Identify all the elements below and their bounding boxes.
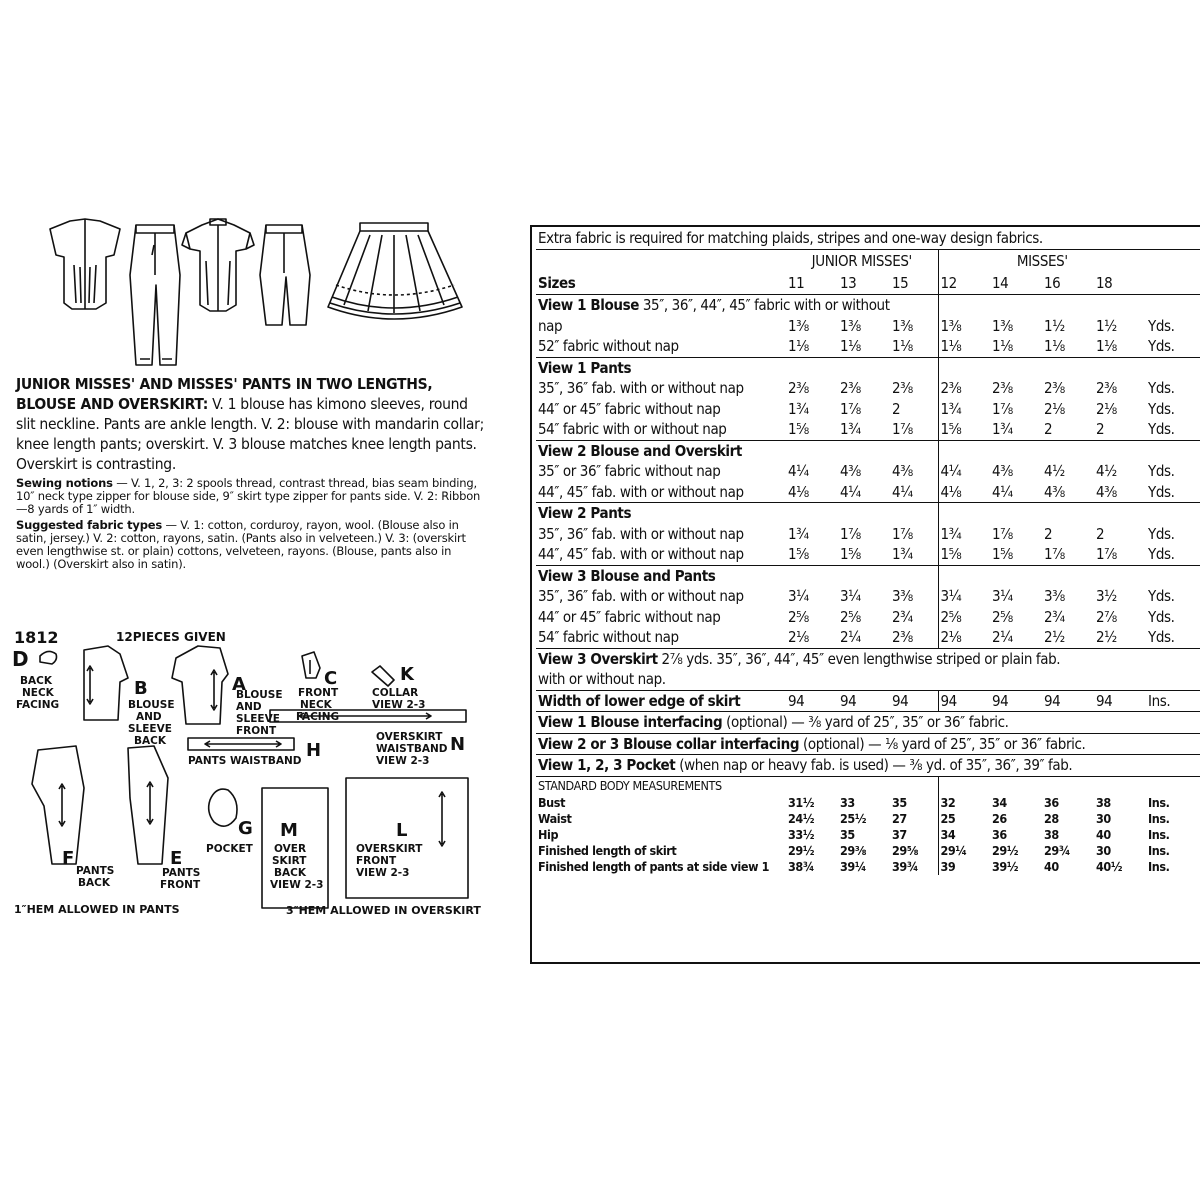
overskirt-text: 2⅞ yds. 35″, 36″, 44″, 45″ even lengthwise striped or plain fab. bbox=[657, 649, 1061, 668]
fabric-types-label: Suggested fabric types bbox=[16, 518, 163, 532]
measurement-row bbox=[536, 843, 1200, 859]
yardage-value: 2⅝ bbox=[840, 607, 861, 626]
hem-pants-note: 1″HEM ALLOWED IN PANTS bbox=[14, 903, 180, 916]
measurement-value: 38¾ bbox=[788, 858, 815, 874]
piece-a-label-2: AND bbox=[236, 701, 262, 713]
measurement-row bbox=[536, 859, 1200, 875]
piece-b-label-4: BACK bbox=[134, 735, 166, 747]
yardage-value: 2⅜ bbox=[938, 378, 990, 399]
yardage-value: 1⅜ bbox=[788, 316, 809, 335]
measurement-value: 38 bbox=[1096, 794, 1111, 810]
measurement-value: 30 bbox=[1096, 842, 1111, 858]
measurement-value: 37 bbox=[892, 826, 907, 842]
pattern-headline bbox=[16, 374, 488, 474]
measurement-value: 38 bbox=[1044, 826, 1059, 842]
yardage-value: 3¼ bbox=[938, 586, 990, 607]
skirt-width-label: Width of lower edge of skirt bbox=[536, 690, 786, 712]
yardage-table bbox=[536, 227, 1200, 875]
piece-b-label-1: BLOUSE bbox=[128, 699, 175, 711]
yardage-value: 3½ bbox=[1096, 587, 1117, 605]
collar-interfacing-row bbox=[536, 733, 1200, 755]
yardage-value: 4⅜ bbox=[892, 462, 913, 480]
measurement-value: 40 bbox=[1044, 858, 1059, 874]
yardage-value: 2⅞ bbox=[1096, 607, 1117, 626]
overskirt-row bbox=[536, 648, 1200, 669]
sewing-notions bbox=[16, 477, 488, 516]
piece-m-label-2: SKIRT bbox=[272, 855, 307, 867]
fabric-label: 52″ fabric without nap bbox=[538, 337, 679, 355]
yardage-value: 2⅜ bbox=[1096, 379, 1117, 397]
yardage-value: 1⅜ bbox=[892, 316, 913, 335]
overskirt-title: View 3 Overskirt bbox=[538, 649, 658, 668]
yardage-value: 2⅜ bbox=[788, 379, 809, 397]
section-title-row bbox=[536, 565, 1200, 586]
yardage-value: 2¾ bbox=[892, 607, 913, 626]
yardage-value: 1⅝ bbox=[938, 544, 990, 565]
piece-m-label-3: BACK bbox=[274, 867, 306, 879]
skirt-width-value: 94 bbox=[938, 690, 990, 712]
measurement-value: 35 bbox=[840, 826, 855, 842]
skirt-width-value: 94 bbox=[990, 690, 1042, 712]
measurement-value: 25½ bbox=[840, 810, 867, 826]
yardage-value: 1¾ bbox=[938, 399, 990, 420]
pattern-number: 1812 bbox=[14, 628, 59, 647]
piece-e-letter: E bbox=[170, 848, 183, 869]
junior-misses-header: JUNIOR MISSES' bbox=[786, 250, 938, 273]
size-header: 14 bbox=[992, 273, 1009, 292]
measurement-value: 29⅜ bbox=[840, 842, 867, 858]
yardage-value: 1⅛ bbox=[938, 336, 990, 357]
piece-k-shape bbox=[372, 666, 394, 686]
measurement-value: 33 bbox=[840, 794, 855, 810]
yardage-value: 2 bbox=[1044, 524, 1053, 543]
yardage-value: 1⅝ bbox=[992, 545, 1013, 563]
yardage-unit: Yds. bbox=[1148, 337, 1175, 355]
piece-f-label-2: BACK bbox=[78, 877, 110, 889]
yardage-value: 1⅞ bbox=[1096, 545, 1117, 563]
yardage-value: 4⅜ bbox=[1096, 482, 1117, 501]
measurement-value: 28 bbox=[1044, 810, 1059, 826]
piece-k-letter: K bbox=[400, 664, 414, 685]
sizes-label: Sizes bbox=[538, 273, 576, 292]
yardage-unit: Yds. bbox=[1148, 379, 1175, 397]
pattern-description bbox=[16, 374, 488, 571]
yardage-value: 1¾ bbox=[788, 524, 809, 543]
skirt-width-value: 94 bbox=[1042, 690, 1094, 712]
size-header: 18 bbox=[1096, 273, 1113, 292]
piece-k-label-1: COLLAR bbox=[372, 687, 419, 699]
fabric-label: 44″ or 45″ fabric without nap bbox=[538, 607, 721, 626]
blouse-interfacing-row bbox=[536, 712, 1200, 734]
yardage-value: 1⅞ bbox=[1044, 545, 1065, 563]
skirt-width-value: 94 bbox=[1094, 690, 1146, 712]
yardage-value: 1¾ bbox=[840, 420, 861, 438]
collar-interfacing-text: (optional) — ⅛ yard of 25″, 35″ or 36″ fabric. bbox=[799, 734, 1086, 753]
yardage-value: 1⅝ bbox=[938, 419, 990, 440]
yardage-value: 1⅛ bbox=[1044, 337, 1065, 355]
measurement-unit: Ins. bbox=[1148, 842, 1170, 858]
yardage-value: 2⅝ bbox=[992, 607, 1013, 626]
piece-d-shape bbox=[40, 651, 57, 664]
yardage-value: 4¼ bbox=[938, 461, 990, 482]
yardage-value: 1⅝ bbox=[788, 545, 809, 563]
yardage-value: 3¼ bbox=[992, 587, 1013, 605]
piece-e-label-1: PANTS bbox=[162, 867, 201, 879]
piece-c-label-1: FRONT bbox=[298, 687, 339, 699]
misses-header: MISSES' bbox=[938, 250, 1146, 273]
piece-f-label-1: PANTS bbox=[76, 865, 115, 877]
yardage-value: 1⅜ bbox=[938, 316, 990, 337]
measurement-label: Bust bbox=[538, 794, 566, 810]
yardage-value: 1⅞ bbox=[892, 524, 913, 543]
fabric-label: 35″ or 36″ fabric without nap bbox=[538, 462, 721, 480]
piece-a-label-4: FRONT bbox=[236, 725, 277, 737]
overskirt-row-2 bbox=[536, 669, 1200, 690]
piece-l-letter: L bbox=[396, 820, 408, 841]
yardage-value: 2⅛ bbox=[1044, 399, 1065, 418]
yardage-row bbox=[536, 586, 1200, 607]
measurement-row bbox=[536, 811, 1200, 827]
skirt-width-row bbox=[536, 690, 1200, 712]
pieces-given-label: 12PIECES GIVEN bbox=[116, 630, 226, 644]
sewing-notions-text: — V. 1, 2, 3: 2 spools thread, contrast thread, bias seam binding, 10″ neck type zipper for blouse side, 9″ skirt type zipper for pants side. V. 2: Ribbon—8 yards of 1″ width. bbox=[16, 476, 481, 516]
section-title: View 2 Pants bbox=[538, 504, 632, 522]
yardage-unit: Yds. bbox=[1148, 482, 1175, 501]
yardage-value: 4¼ bbox=[992, 482, 1013, 501]
piece-b-label-3: SLEEVE bbox=[128, 723, 172, 735]
piece-a-letter: A bbox=[232, 674, 246, 695]
measurement-value: 31½ bbox=[788, 794, 815, 810]
measurement-value: 36 bbox=[992, 826, 1007, 842]
piece-c-shape bbox=[302, 652, 320, 678]
yardage-row bbox=[536, 524, 1200, 545]
garment-illustrations bbox=[10, 215, 480, 380]
measurement-value: 26 bbox=[992, 810, 1007, 826]
section-title: View 2 Blouse and Overskirt bbox=[538, 441, 742, 460]
measurement-row bbox=[536, 795, 1200, 811]
yardage-value: 2⅝ bbox=[938, 607, 990, 628]
pocket-title: View 1, 2, 3 Pocket bbox=[538, 756, 676, 774]
measurement-value: 27 bbox=[892, 810, 907, 826]
yardage-value: 2⅝ bbox=[788, 607, 809, 626]
yardage-value: 2 bbox=[1096, 524, 1105, 543]
yardage-value: 2⅜ bbox=[892, 628, 913, 646]
yardage-value: 2¼ bbox=[992, 628, 1013, 646]
yardage-row bbox=[536, 461, 1200, 482]
yardage-value: 1½ bbox=[1096, 316, 1117, 335]
measurement-value: 29¾ bbox=[1044, 842, 1071, 858]
yardage-value: 1⅞ bbox=[840, 524, 861, 543]
yardage-unit: Yds. bbox=[1148, 587, 1175, 605]
yardage-value: 2⅜ bbox=[892, 379, 913, 397]
piece-c-label-2: NECK bbox=[300, 699, 332, 711]
fabric-label: 54″ fabric with or without nap bbox=[538, 420, 727, 438]
yardage-value: 1⅜ bbox=[840, 316, 861, 335]
sizes-row bbox=[536, 272, 1200, 295]
yardage-value: 4¼ bbox=[840, 482, 861, 501]
yardage-value: 4⅜ bbox=[1044, 482, 1065, 501]
yardage-unit: Yds. bbox=[1148, 607, 1175, 626]
piece-d-letter: D bbox=[12, 647, 29, 671]
fabric-label: 35″, 36″ fab. with or without nap bbox=[538, 587, 744, 605]
piece-m-label-4: VIEW 2-3 bbox=[270, 879, 324, 891]
blouse-view2-drawing bbox=[182, 219, 254, 311]
measurement-value: 39¾ bbox=[892, 858, 919, 874]
measurements-title-row bbox=[536, 776, 1200, 795]
measurements-title: STANDARD BODY MEASUREMENTS bbox=[536, 776, 938, 795]
piece-h-label: PANTS WAISTBAND bbox=[188, 755, 302, 767]
section-title-row bbox=[536, 357, 1200, 378]
pants-ankle-drawing bbox=[130, 225, 180, 365]
measurement-value: 24½ bbox=[788, 810, 815, 826]
yardage-value: 1⅝ bbox=[840, 545, 861, 563]
yardage-chart bbox=[530, 225, 1200, 964]
yardage-value: 1⅝ bbox=[788, 420, 809, 438]
piece-e-label-2: FRONT bbox=[160, 879, 201, 891]
measurement-value: 35 bbox=[892, 794, 907, 810]
piece-a-label-1: BLOUSE bbox=[236, 689, 283, 701]
yardage-unit: Yds. bbox=[1148, 316, 1175, 335]
sewing-notions-label: Sewing notions bbox=[16, 476, 113, 490]
measurement-value: 39½ bbox=[992, 858, 1019, 874]
yardage-row bbox=[536, 399, 1200, 420]
yardage-value: 1⅞ bbox=[992, 399, 1013, 418]
piece-f-shape bbox=[32, 746, 84, 864]
measurement-label: Finished length of skirt bbox=[538, 842, 677, 858]
fabric-label: 44″ or 45″ fabric without nap bbox=[538, 399, 721, 418]
yardage-value: 1¾ bbox=[788, 399, 809, 418]
blouse-view1-drawing bbox=[50, 219, 120, 309]
yardage-value: 1¾ bbox=[992, 420, 1013, 438]
fabric-label: 35″, 36″ fab. with or without nap bbox=[538, 524, 744, 543]
measurement-label: Finished length of pants at side view 1 bbox=[538, 858, 770, 874]
piece-d-label-1: BACK bbox=[20, 675, 52, 687]
size-group-row bbox=[536, 250, 1200, 273]
pants-knee-drawing bbox=[260, 225, 310, 325]
piece-c-letter: C bbox=[324, 668, 338, 689]
section-title-row bbox=[536, 503, 1200, 524]
yardage-value: 1⅞ bbox=[892, 420, 913, 438]
yardage-value: 2¾ bbox=[1044, 607, 1065, 626]
skirt-width-value: 94 bbox=[838, 690, 890, 712]
yardage-value: 3¼ bbox=[788, 587, 809, 605]
blouse-interfacing-text: (optional) — ⅜ yard of 25″, 35″ or 36″ fabric. bbox=[722, 713, 1009, 731]
yardage-value: 1⅛ bbox=[992, 337, 1013, 355]
piece-n-label-1: OVERSKIRT bbox=[376, 731, 443, 743]
yardage-row bbox=[536, 316, 1200, 337]
hem-overskirt-note: 3″HEM ALLOWED IN OVERSKIRT bbox=[286, 904, 481, 917]
section-title: View 3 Blouse and Pants bbox=[538, 566, 716, 585]
measurement-label: Waist bbox=[538, 810, 572, 826]
yardage-row bbox=[536, 336, 1200, 357]
fabric-types-text: — V. 1: cotton, corduroy, rayon, wool. (Blouse also in satin, jersey.) V. 2: cotton, rayons, satin. (Pants also in velveteen.) V. 3: (overskirt even lengthwise st. or plain) cottons, velveteen, rayons. (Blouse, pants also in wool.) (Overskirt also in satin). bbox=[16, 518, 466, 571]
yardage-value: 4⅛ bbox=[938, 482, 990, 503]
fabric-label: nap bbox=[538, 316, 563, 335]
piece-b-letter: B bbox=[134, 678, 148, 699]
piece-h-letter: H bbox=[306, 740, 322, 761]
yardage-value: 4½ bbox=[1044, 462, 1065, 480]
piece-g-shape bbox=[209, 789, 237, 826]
measurement-unit: Ins. bbox=[1148, 810, 1170, 826]
measurement-unit: Ins. bbox=[1148, 794, 1170, 810]
section-title: View 1 Blouse bbox=[538, 296, 639, 314]
piece-l-label-2: FRONT bbox=[356, 855, 397, 867]
measurement-value: 34 bbox=[992, 794, 1007, 810]
yardage-sections bbox=[536, 295, 1200, 649]
piece-d-label-3: FACING bbox=[16, 699, 60, 711]
section-title-row bbox=[536, 440, 1200, 461]
yardage-value: 1⅞ bbox=[840, 399, 861, 418]
measurement-value: 34 bbox=[938, 827, 990, 843]
fabric-label: 44″, 45″ fab. with or without nap bbox=[538, 482, 744, 501]
measurement-row bbox=[536, 827, 1200, 843]
blouse-interfacing-title: View 1 Blouse interfacing bbox=[538, 713, 723, 731]
piece-g-letter: G bbox=[238, 818, 253, 839]
piece-g-label: POCKET bbox=[206, 843, 253, 855]
piece-a-shape bbox=[172, 646, 228, 724]
piece-l-label-3: VIEW 2-3 bbox=[356, 867, 410, 879]
yardage-unit: Yds. bbox=[1148, 420, 1175, 438]
yardage-value: 2⅛ bbox=[1096, 399, 1117, 418]
yardage-value: 2½ bbox=[1096, 628, 1117, 646]
piece-n-label-2: WAISTBAND bbox=[376, 743, 448, 755]
yardage-value: 1⅜ bbox=[992, 316, 1013, 335]
yardage-value: 1⅞ bbox=[992, 524, 1013, 543]
yardage-value: 2⅛ bbox=[938, 627, 990, 648]
piece-m-letter: M bbox=[280, 820, 298, 841]
skirt-width-value: 94 bbox=[890, 690, 938, 712]
piece-a-label-3: SLEEVE bbox=[236, 713, 280, 725]
yardage-value: 1½ bbox=[1044, 316, 1065, 335]
yardage-value: 1⅛ bbox=[788, 337, 809, 355]
yardage-value: 1⅛ bbox=[892, 337, 913, 355]
size-header: 12 bbox=[938, 272, 990, 295]
piece-l-label-1: OVERSKIRT bbox=[356, 843, 423, 855]
yardage-value: 2¼ bbox=[840, 628, 861, 646]
size-header: 16 bbox=[1044, 273, 1061, 292]
pattern-pieces-diagram bbox=[10, 638, 490, 928]
yardage-value: 3⅜ bbox=[1044, 587, 1065, 605]
skirt-width-unit: Ins. bbox=[1146, 690, 1200, 712]
piece-d-label-2: NECK bbox=[22, 687, 54, 699]
skirt-width-value: 94 bbox=[786, 690, 838, 712]
body-measurements bbox=[536, 795, 1200, 875]
piece-b-label-2: AND bbox=[136, 711, 162, 723]
yardage-value: 3⅜ bbox=[892, 587, 913, 605]
yardage-value: 1⅛ bbox=[1096, 337, 1117, 355]
yardage-value: 4¼ bbox=[892, 482, 913, 501]
yardage-row bbox=[536, 482, 1200, 503]
yardage-value: 4⅜ bbox=[840, 462, 861, 480]
yardage-value: 2⅛ bbox=[788, 628, 809, 646]
measurement-value: 39¼ bbox=[840, 858, 867, 874]
piece-f-letter: F bbox=[62, 848, 75, 869]
measurement-value: 29⅝ bbox=[892, 842, 919, 858]
measurement-value: 40 bbox=[1096, 826, 1111, 842]
yardage-value: 2 bbox=[1044, 420, 1053, 438]
overskirt-text-2: with or without nap. bbox=[538, 670, 666, 688]
measurement-unit: Ins. bbox=[1148, 826, 1170, 842]
measurement-value: 30 bbox=[1096, 810, 1111, 826]
yardage-value: 4½ bbox=[1096, 462, 1117, 480]
fabric-types bbox=[16, 519, 488, 571]
piece-c-label-3: FACING bbox=[296, 711, 340, 723]
measurement-value: 40½ bbox=[1096, 858, 1123, 874]
piece-e-shape bbox=[128, 746, 168, 864]
size-header: 13 bbox=[840, 273, 857, 292]
measurement-value: 32 bbox=[938, 795, 990, 811]
fabric-label: 54″ fabric without nap bbox=[538, 628, 679, 646]
pocket-text: (when nap or heavy fab. is used) — ⅜ yd. of 35″, 36″, 39″ fab. bbox=[675, 756, 1073, 774]
size-header: 11 bbox=[788, 273, 805, 292]
yardage-value: 2⅜ bbox=[1044, 379, 1065, 397]
yardage-value: 2⅜ bbox=[992, 379, 1013, 397]
section-title-row bbox=[536, 295, 1200, 316]
fabric-label: 44″, 45″ fab. with or without nap bbox=[538, 545, 744, 563]
yardage-value: 2 bbox=[1096, 420, 1105, 438]
piece-n-label-3: VIEW 2-3 bbox=[376, 755, 430, 767]
overskirt-drawing bbox=[328, 223, 462, 319]
pocket-row bbox=[536, 755, 1200, 777]
piece-m-label-1: OVER bbox=[274, 843, 307, 855]
yardage-unit: Yds. bbox=[1148, 399, 1175, 418]
yardage-value: 4¼ bbox=[788, 462, 809, 480]
measurement-label: Hip bbox=[538, 826, 559, 842]
headline-description: V. 1 blouse has kimono sleeves, round slit neckline. Pants are ankle length. V. 2: blouse with mandarin collar; knee length pants; overskirt. V. 3 blouse matches knee length pants. Overskirt is contrasting. bbox=[16, 395, 484, 473]
yardage-row bbox=[536, 419, 1200, 440]
measurement-value: 36 bbox=[1044, 794, 1059, 810]
yardage-row bbox=[536, 627, 1200, 648]
yardage-value: 4⅛ bbox=[788, 482, 809, 501]
yardage-row bbox=[536, 544, 1200, 565]
measurement-value: 29½ bbox=[788, 842, 815, 858]
collar-interfacing-title: View 2 or 3 Blouse collar interfacing bbox=[538, 734, 800, 753]
yardage-unit: Yds. bbox=[1148, 524, 1175, 543]
section-title-text: 35″, 36″, 44″, 45″ fabric with or without bbox=[638, 296, 890, 314]
section-title: View 1 Pants bbox=[538, 358, 632, 377]
yardage-value: 4⅜ bbox=[992, 462, 1013, 480]
measurement-value: 29¼ bbox=[938, 843, 990, 859]
headline-title: JUNIOR MISSES' AND MISSES' PANTS IN TWO LENGTHS, BLOUSE AND OVERSKIRT: bbox=[16, 375, 433, 413]
yardage-unit: Yds. bbox=[1148, 462, 1175, 480]
table-note-row bbox=[536, 227, 1200, 250]
measurement-value: 39 bbox=[938, 859, 990, 875]
size-header: 15 bbox=[892, 273, 909, 292]
yardage-unit: Yds. bbox=[1148, 545, 1175, 563]
measurement-value: 33½ bbox=[788, 826, 815, 842]
fabric-label: 35″, 36″ fab. with or without nap bbox=[538, 379, 744, 397]
yardage-row bbox=[536, 378, 1200, 399]
measurement-value: 29½ bbox=[992, 842, 1019, 858]
yardage-unit: Yds. bbox=[1148, 628, 1175, 646]
yardage-value: 2½ bbox=[1044, 628, 1065, 646]
measurement-value: 25 bbox=[938, 811, 990, 827]
table-note: Extra fabric is required for matching plaids, stripes and one-way design fabrics. bbox=[538, 228, 1043, 247]
yardage-value: 2⅜ bbox=[840, 379, 861, 397]
piece-k-label-2: VIEW 2-3 bbox=[372, 699, 426, 711]
yardage-value: 1¾ bbox=[938, 524, 990, 545]
yardage-row bbox=[536, 607, 1200, 628]
measurement-unit: Ins. bbox=[1148, 858, 1170, 874]
yardage-value: 2 bbox=[892, 399, 901, 418]
yardage-value: 3¼ bbox=[840, 587, 861, 605]
yardage-value: 1⅛ bbox=[840, 337, 861, 355]
piece-n-letter: N bbox=[450, 734, 466, 755]
yardage-value: 1¾ bbox=[892, 545, 913, 563]
